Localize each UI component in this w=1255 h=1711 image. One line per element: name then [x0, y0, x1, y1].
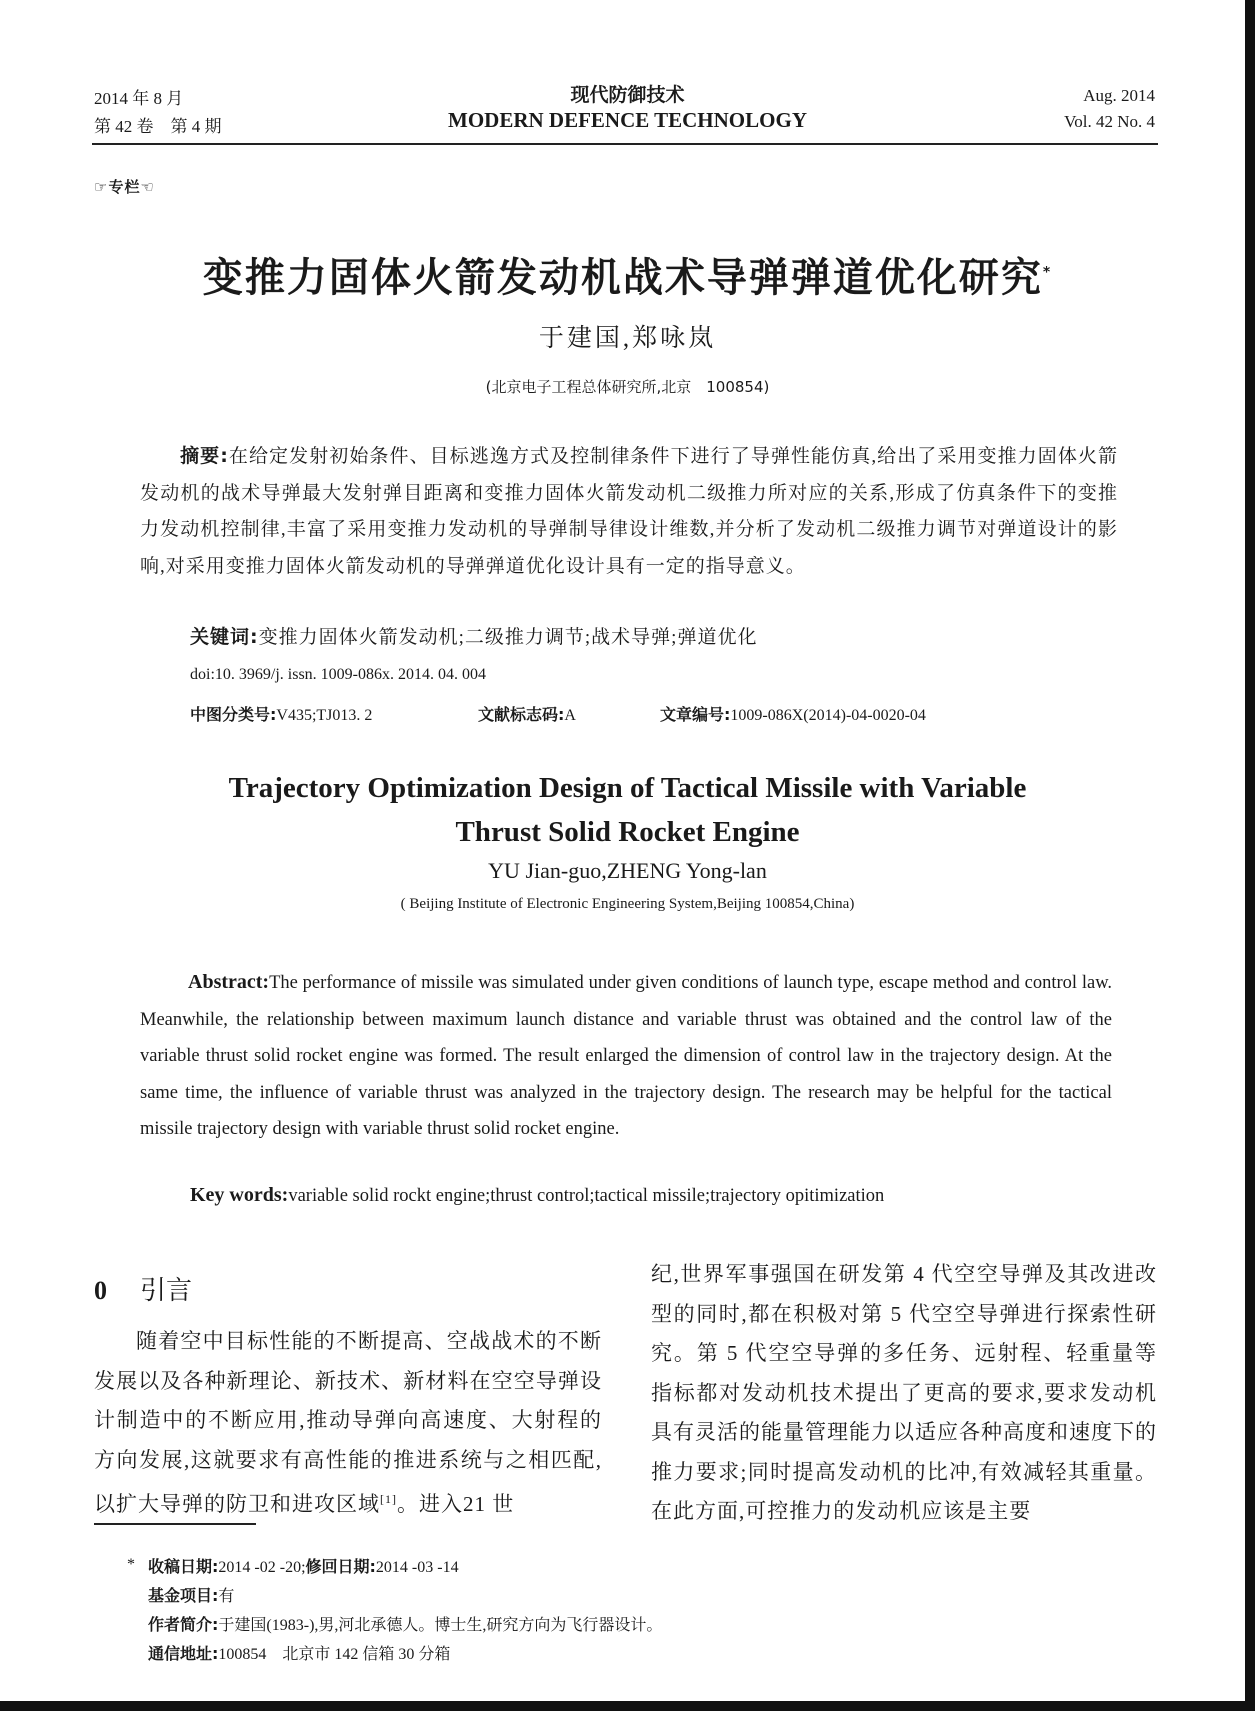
clc-label: 中图分类号:: [190, 705, 277, 724]
header-volume-cn: 第 42 卷 第 4 期: [94, 117, 222, 136]
address-value: 100854 北京市 142 信箱 30 分箱: [218, 1646, 451, 1663]
keywords-cn-text: 变推力固体火箭发动机;二级推力调节;战术导弹;弹道优化: [258, 627, 758, 648]
scan-edge-bottom: [0, 1701, 1255, 1711]
abstract-en-text: The performance of missile was simulated under given conditions of launch type, escape method and control law. Meanwhile, the relationship between maximum launch distance and variable thrust was obtained and the control law of the variable thrust solid rocket engine was formed. The result enlarged the dimension of control law in the trajectory design. At the same time, the influence of variable thrust was analyzed in the trajectory design. The research may be helpful for the tactical missile trajectory design with variable thrust solid rocket engine.: [140, 973, 1112, 1139]
doi: doi:10. 3969/j. issn. 1009-086x. 2014. 04. 004: [190, 666, 487, 683]
section-title: 引言: [140, 1276, 193, 1306]
column-tag: ☞专栏☜: [94, 178, 155, 196]
header-date-en: Aug. 2014: [1083, 86, 1155, 105]
keywords-cn: [190, 622, 757, 649]
section-number: 0: [94, 1276, 107, 1305]
affiliation-cn: (北京电子工程总体研究所,北京 100854): [485, 378, 770, 396]
footnote-address: [148, 1641, 450, 1664]
body-column-left: [94, 1322, 602, 1525]
clc-value: V435;TJ013. 2: [276, 707, 373, 724]
abstract-en: [140, 964, 1112, 1148]
keywords-en: [190, 1184, 884, 1207]
authors-en: YU Jian-guo,ZHENG Yong-lan: [488, 858, 767, 883]
clc-number: [190, 702, 372, 725]
paper-title-cn-text: 变推力固体火箭发动机战术导弹弹道优化研究: [202, 255, 1043, 301]
citation-ref: [1]: [380, 1492, 397, 1506]
footnote-star: *: [127, 1556, 135, 1573]
header-volume-en: Vol. 42 No. 4: [1064, 112, 1155, 131]
received-label: 收稿日期:: [148, 1557, 219, 1576]
footnote-fund: [148, 1583, 234, 1606]
title-footnote-mark: *: [1042, 264, 1053, 281]
document-code-label: 文献标志码:: [478, 705, 565, 724]
paper-title-en-line2: Thrust Solid Rocket Engine: [455, 816, 800, 848]
section-heading: [94, 1270, 192, 1307]
body-left-text: 随着空中目标性能的不断提高、空战战术的不断发展以及各种新理论、新技术、新材料在空空导弹设计制造中的不断应用,推动导弹向高速度、大射程的方向发展,这就要求有高性能的推进系统与之相匹配,以扩大导弹的防卫和进攻区域: [94, 1329, 602, 1516]
body-left-text-end: 。进入21 世: [397, 1492, 515, 1516]
journal-title-cn: 现代防御技术: [570, 84, 685, 106]
affiliation-en: ( Beijing Institute of Electronic Engineering System,Beijing 100854,China): [400, 896, 855, 912]
body-column-right: 纪,世界军事强国在研发第 4 代空空导弹及其改进改型的同时,都在积极对第 5 代空空导弹进行探索性研究。第 5 代空空导弹的多任务、远射程、轻重量等指标都对发动机技术提出了更高的要求,要求发动机具有灵活的能量管理能力以适应各种高度和速度下的推力要求;同时提高发动机的比冲,有效减轻其重量。在此方面,可控推力的发动机应该是主要: [651, 1262, 1157, 1523]
author-bio-label: 作者简介:: [148, 1615, 219, 1634]
received-value: 2014 -02 -20: [218, 1559, 302, 1576]
abstract-en-label: Abstract:: [188, 971, 270, 993]
header-date-cn: 2014 年 8 月: [94, 89, 184, 108]
header-rule: [92, 143, 1158, 145]
author-bio-value: 于建国(1983-),男,河北承德人。博士生,研究方向为飞行器设计。: [218, 1617, 663, 1634]
abstract-cn: [140, 438, 1118, 585]
article-number-value: 1009-086X(2014)-04-0020-04: [730, 707, 926, 724]
paper-title-en-line1: Trajectory Optimization Design of Tactical Missile with Variable: [228, 772, 1027, 804]
article-number-label: 文章编号:: [660, 705, 731, 724]
abstract-cn-label: 摘要:: [180, 445, 229, 467]
fund-label: 基金项目:: [148, 1586, 219, 1605]
paper-title-en: [0, 766, 1255, 854]
fund-value: 有: [218, 1588, 235, 1605]
address-label: 通信地址:: [148, 1644, 219, 1663]
paper-title-cn: [0, 246, 1255, 303]
keywords-en-text: variable solid rockt engine;thrust control;tactical missile;trajectory opitimization: [288, 1186, 885, 1206]
document-code: [478, 702, 576, 725]
revised-value: 2014 -03 -14: [375, 1559, 459, 1576]
revised-label: 修回日期:: [305, 1557, 376, 1576]
document-code-value: A: [564, 707, 576, 724]
journal-title-en: MODERN DEFENCE TECHNOLOGY: [448, 108, 807, 132]
keywords-en-label: Key words:: [190, 1184, 289, 1206]
footnote-rule: [94, 1523, 256, 1525]
footnote-dates: 收稿日期:2014 -02 -20;修回日期:2014 -03 -14: [148, 1557, 459, 1576]
footnote-author: [148, 1612, 662, 1635]
keywords-cn-label: 关键词:: [190, 626, 259, 648]
authors-cn: 于建国,郑咏岚: [538, 325, 717, 352]
abstract-cn-text: 在给定发射初始条件、目标逃逸方式及控制律条件下进行了导弹性能仿真,给出了采用变推力固体火箭发动机的战术导弹最大发射弹目距离和变推力固体火箭发动机二级推力所对应的关系,形成了仿真条件下的变推力发动机控制律,丰富了采用变推力发动机的导弹制导律设计维数,并分析了发动机二级推力调节对弹道设计的影响,对采用变推力固体火箭发动机的导弹弹道优化设计具有一定的指导意义。: [140, 446, 1118, 577]
article-number: [660, 702, 926, 725]
